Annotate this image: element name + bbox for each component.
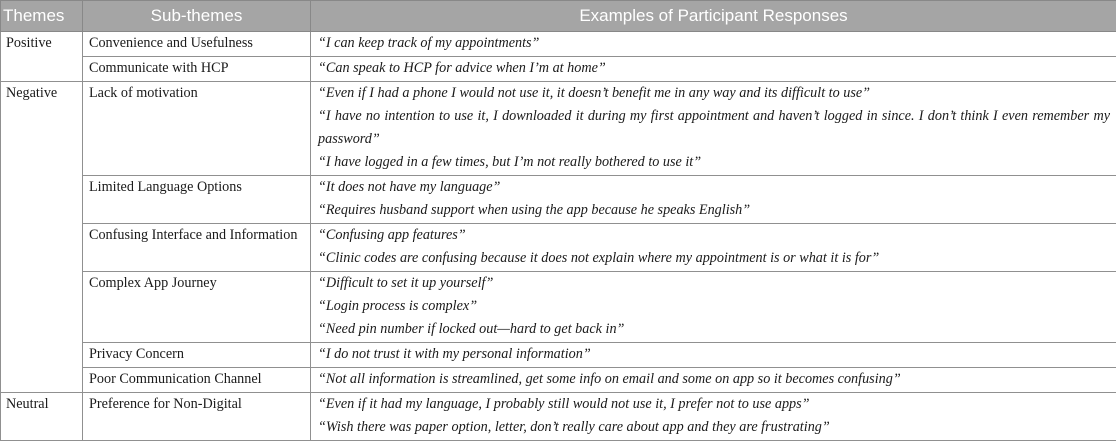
response-text: “Even if it had my language, I probably still would not use it, I prefer not to use apps” bbox=[318, 393, 1110, 416]
table-row bbox=[1, 272, 1116, 343]
responses-cell bbox=[311, 57, 1116, 82]
table-row bbox=[1, 393, 1116, 441]
sub-theme-cell: Privacy Concern bbox=[83, 343, 311, 368]
table-row bbox=[1, 57, 1116, 82]
response-text: “Can speak to HCP for advice when I’m at home” bbox=[318, 57, 1110, 80]
header-sub-themes: Sub-themes bbox=[83, 1, 311, 32]
response-text: “Login process is complex” bbox=[318, 295, 1110, 318]
header-examples: Examples of Participant Responses bbox=[311, 1, 1116, 32]
theme-negative: Negative bbox=[1, 82, 83, 393]
response-text: “It does not have my language” bbox=[318, 176, 1110, 199]
table-row bbox=[1, 368, 1116, 393]
responses-cell bbox=[311, 272, 1116, 343]
responses-cell bbox=[311, 32, 1116, 57]
sub-theme-cell: Poor Communication Channel bbox=[83, 368, 311, 393]
response-text: “Wish there was paper option, letter, don’t really care about app and they are frustrating” bbox=[318, 416, 1110, 439]
response-text: “Confusing app features” bbox=[318, 224, 1110, 247]
response-text: “I have no intention to use it, I downloaded it during my first appointment and haven’t logged in since. I don’t think I even remember my password” bbox=[318, 105, 1110, 151]
table-row bbox=[1, 82, 1116, 176]
responses-cell bbox=[311, 176, 1116, 224]
sub-theme-cell: Limited Language Options bbox=[83, 176, 311, 224]
sub-theme-cell: Preference for Non-Digital bbox=[83, 393, 311, 441]
theme-neutral: Neutral bbox=[1, 393, 83, 441]
sub-theme-cell: Lack of motivation bbox=[83, 82, 311, 176]
responses-cell bbox=[311, 368, 1116, 393]
response-text: “I have logged in a few times, but I’m not really bothered to use it” bbox=[318, 151, 1110, 174]
header-themes: Themes bbox=[1, 1, 83, 32]
response-text: “Difficult to set it up yourself” bbox=[318, 272, 1110, 295]
response-text: “Clinic codes are confusing because it does not explain where my appointment is or what it is for” bbox=[318, 247, 1110, 270]
sub-theme-cell: Confusing Interface and Information bbox=[83, 224, 311, 272]
table-row bbox=[1, 343, 1116, 368]
header-row bbox=[1, 1, 1116, 32]
responses-cell bbox=[311, 393, 1116, 441]
sub-theme-cell: Convenience and Usefulness bbox=[83, 32, 311, 57]
response-text: “I can keep track of my appointments” bbox=[318, 32, 1110, 55]
response-text: “Even if I had a phone I would not use it, it doesn’t benefit me in any way and its difficult to use” bbox=[318, 82, 1110, 105]
responses-cell bbox=[311, 82, 1116, 176]
table-row bbox=[1, 32, 1116, 57]
responses-cell bbox=[311, 224, 1116, 272]
theme-positive: Positive bbox=[1, 32, 83, 82]
response-text: “I do not trust it with my personal information” bbox=[318, 343, 1110, 366]
responses-cell bbox=[311, 343, 1116, 368]
table-row bbox=[1, 224, 1116, 272]
response-text: “Requires husband support when using the app because he speaks English” bbox=[318, 199, 1110, 222]
sub-theme-cell: Complex App Journey bbox=[83, 272, 311, 343]
table-row bbox=[1, 176, 1116, 224]
response-text: “Not all information is streamlined, get some info on email and some on app so it becomes confusing” bbox=[318, 368, 1110, 391]
sub-theme-cell: Communicate with HCP bbox=[83, 57, 311, 82]
response-text: “Need pin number if locked out—hard to get back in” bbox=[318, 318, 1110, 341]
